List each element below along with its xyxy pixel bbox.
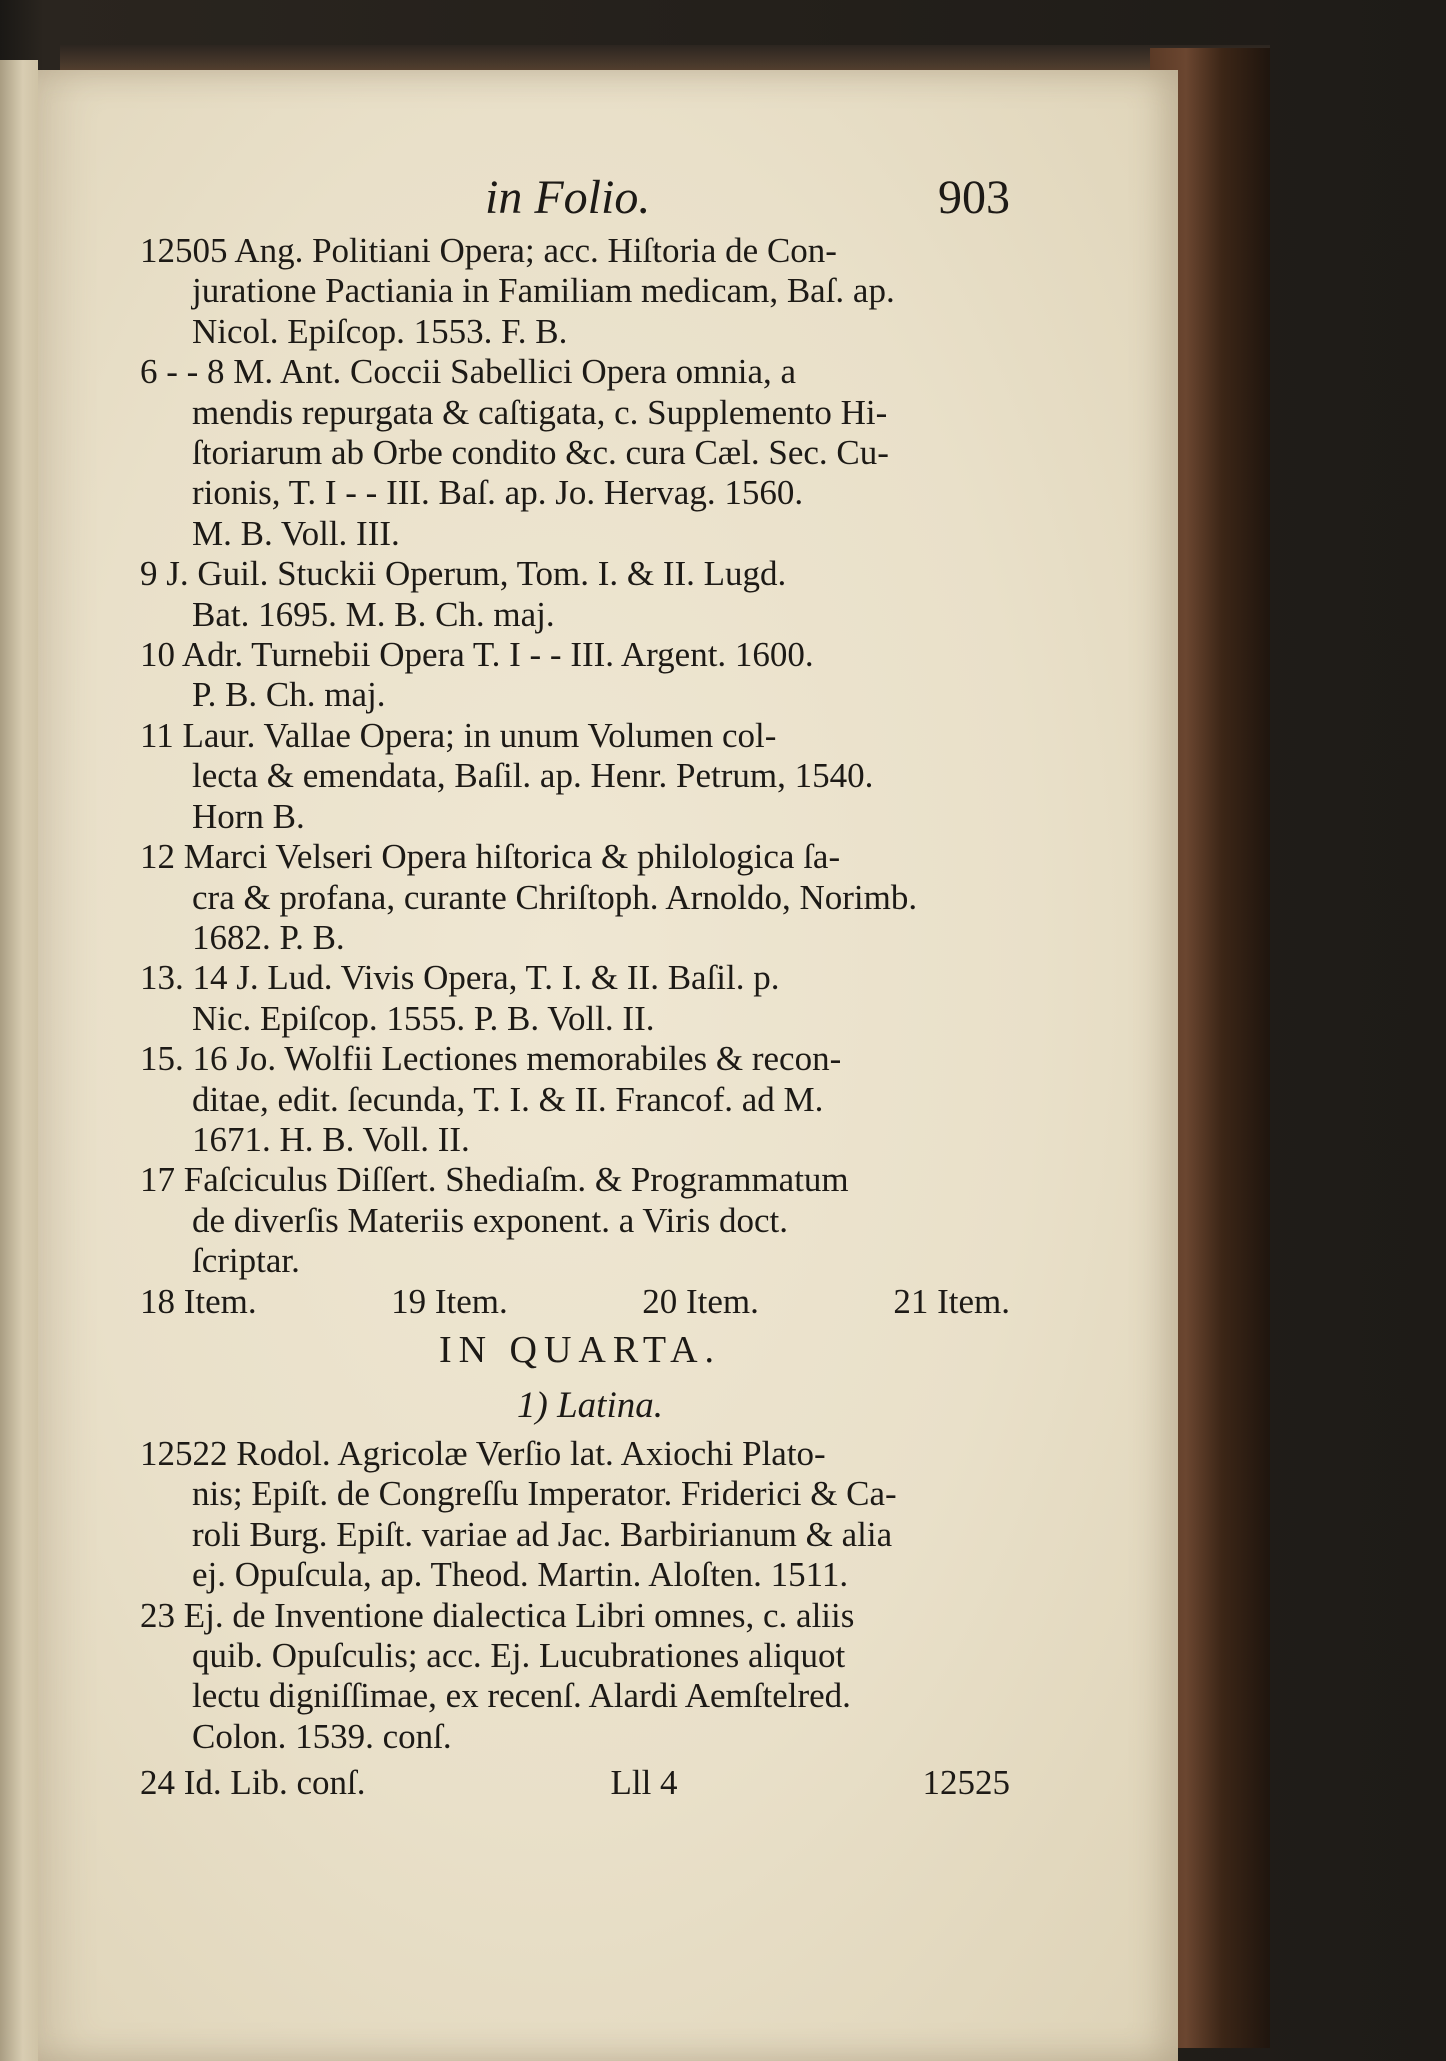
- catalog-entry: [140, 1596, 1010, 1758]
- running-title: in Folio.: [485, 171, 651, 224]
- page-footer: [140, 1763, 1010, 1803]
- catalog-entry: [140, 716, 1010, 837]
- item-21: 21 Item.: [893, 1281, 1010, 1321]
- page-text: [140, 165, 1010, 1804]
- entry-line: roli Burg. Epiſt. variae ad Jac. Barbirianum & alia: [192, 1514, 893, 1554]
- entry-line: mendis repurgata & caſtigata, c. Supplemento Hi-: [192, 392, 888, 432]
- page-number: 903: [938, 171, 1010, 224]
- entry-line: P. B. Ch. maj.: [192, 675, 386, 715]
- entry-line: 10 Adr. Turnebii Opera T. I - - III. Argent. 1600.: [140, 635, 814, 675]
- entry-line: cra & profana, curante Chriſtoph. Arnoldo, Norimb.: [192, 877, 918, 917]
- entry-line: Colon. 1539. conſ.: [192, 1716, 452, 1756]
- entry-line: Nicol. Epiſcop. 1553. F. B.: [192, 311, 568, 351]
- item-row: [140, 1282, 1010, 1322]
- left-page-edge: [0, 60, 38, 2061]
- entry-line: 6 - - 8 M. Ant. Coccii Sabellici Opera omnia, a: [140, 352, 797, 392]
- entry-line: 13. 14 J. Lud. Vivis Opera, T. I. & II. Baſil. p.: [140, 958, 780, 998]
- entry-line: lectu digniſſimae, ex recenſ. Alardi Aemſtelred.: [192, 1676, 851, 1716]
- item-20: 20 Item.: [642, 1281, 759, 1321]
- catchword: 12525: [922, 1763, 1010, 1803]
- entry-line: 12 Marci Velseri Opera hiſtorica & philologica ſa-: [140, 837, 841, 877]
- quarta-entries: [140, 1434, 1010, 1757]
- entry-line: lecta & emendata, Baſil. ap. Henr. Petrum, 1540.: [192, 756, 874, 796]
- item-19: 19 Item.: [391, 1281, 508, 1321]
- catalog-entry: [140, 1039, 1010, 1160]
- catalog-entry: [140, 554, 1010, 635]
- catalog-entry: [140, 958, 1010, 1039]
- entry-line: 1682. P. B.: [192, 917, 345, 957]
- entry-line: ſcriptar.: [192, 1241, 300, 1281]
- entry-line: 12505 Ang. Politiani Opera; acc. Hiſtoria de Con-: [140, 231, 837, 270]
- section-title: IN QUARTA.: [438, 1328, 722, 1371]
- entry-line: 15. 16 Jo. Wolfii Lectiones memorabiles & recon-: [140, 1039, 842, 1079]
- entry-line: 1671. H. B. Voll. II.: [192, 1119, 470, 1159]
- entry-line: 12522 Rodol. Agricolæ Verſio lat. Axiochi Plato-: [140, 1433, 826, 1473]
- catalog-entry: [140, 837, 1010, 958]
- entry-line: 17 Faſciculus Diſſert. Shediaſm. & Programmatum: [140, 1160, 849, 1200]
- running-head: [140, 165, 1010, 231]
- catalog-entry: [140, 1434, 1010, 1596]
- entry-line: 11 Laur. Vallae Opera; in unum Volumen col-: [140, 715, 777, 755]
- entry-line: Horn B.: [192, 796, 305, 836]
- entry-line: nis; Epiſt. de Congreſſu Imperator. Friderici & Ca-: [192, 1474, 897, 1514]
- entry-line: de diverſis Materiis exponent. a Viris doct.: [192, 1200, 789, 1240]
- catalog-entry: [140, 231, 1010, 352]
- item-18: 18 Item.: [140, 1281, 257, 1321]
- subsection-title: 1) Latina.: [517, 1384, 663, 1426]
- footer-entry: 24 Id. Lib. conſ.: [140, 1763, 366, 1803]
- entry-line: Nic. Epiſcop. 1555. P. B. Voll. II.: [192, 998, 655, 1038]
- entry-line: 9 J. Guil. Stuckii Operum, Tom. I. & II. Lugd.: [140, 554, 787, 594]
- entry-line: ſtoriarum ab Orbe condito &c. cura Cæl. Sec. Cu-: [192, 433, 889, 473]
- entry-line: 23 Ej. de Inventione dialectica Libri omnes, c. aliis: [140, 1595, 855, 1635]
- entry-line: ditae, edit. ſecunda, T. I. & II. Francof. ad M.: [192, 1079, 824, 1119]
- catalog-entry: [140, 352, 1010, 554]
- catalog-entry: [140, 1160, 1010, 1281]
- catalog-entry: [140, 635, 1010, 716]
- entry-line: Bat. 1695. M. B. Ch. maj.: [192, 594, 555, 634]
- entry-line: M. B. Voll. III.: [192, 513, 400, 553]
- folio-entries: [140, 231, 1010, 1282]
- entry-line: juratione Pactiania in Familiam medicam, Baſ. ap.: [192, 271, 895, 311]
- entry-line: ej. Opuſcula, ap. Theod. Martin. Aloſten. 1511.: [192, 1555, 849, 1595]
- signature-mark: Lll 4: [610, 1763, 678, 1803]
- entry-line: rionis, T. I - - III. Baſ. ap. Jo. Hervag. 1560.: [192, 473, 804, 513]
- entry-line: quib. Opuſculis; acc. Ej. Lucubrationes aliquot: [192, 1636, 846, 1675]
